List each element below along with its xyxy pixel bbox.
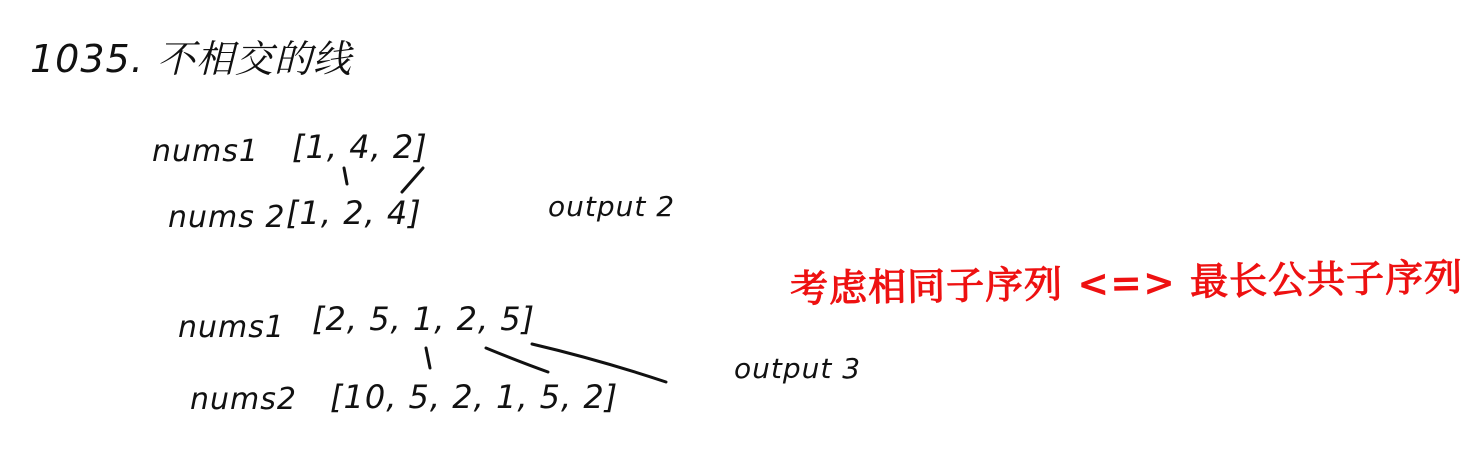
link-2-to-2: [402, 168, 423, 192]
example1-nums2-array: [1, 2, 4]: [286, 194, 422, 232]
link-5-to-5: [426, 348, 430, 368]
example2-nums2-label: nums2: [190, 382, 297, 417]
example1-nums1-label: nums1: [152, 134, 259, 169]
example2-nums1-label: nums1: [178, 310, 285, 345]
example1-nums2-label: nums 2: [168, 200, 286, 235]
link-2-to-2-b: [532, 344, 666, 382]
lcs-equivalence-note: 考虑相同子序列 <=> 最长公共子序列: [789, 255, 1464, 311]
example2-output: output 3: [734, 352, 862, 385]
link-1-to-1-b: [486, 348, 548, 372]
page-title: 1035. 不相交的线: [30, 37, 352, 81]
example2-nums2-array: [10, 5, 2, 1, 5, 2]: [330, 378, 619, 416]
link-1-to-1: [344, 168, 347, 184]
example2-nums1-array: [2, 5, 1, 2, 5]: [312, 300, 536, 338]
example1-nums1-array: [1, 4, 2]: [292, 128, 428, 166]
example1-output: output 2: [548, 190, 676, 223]
